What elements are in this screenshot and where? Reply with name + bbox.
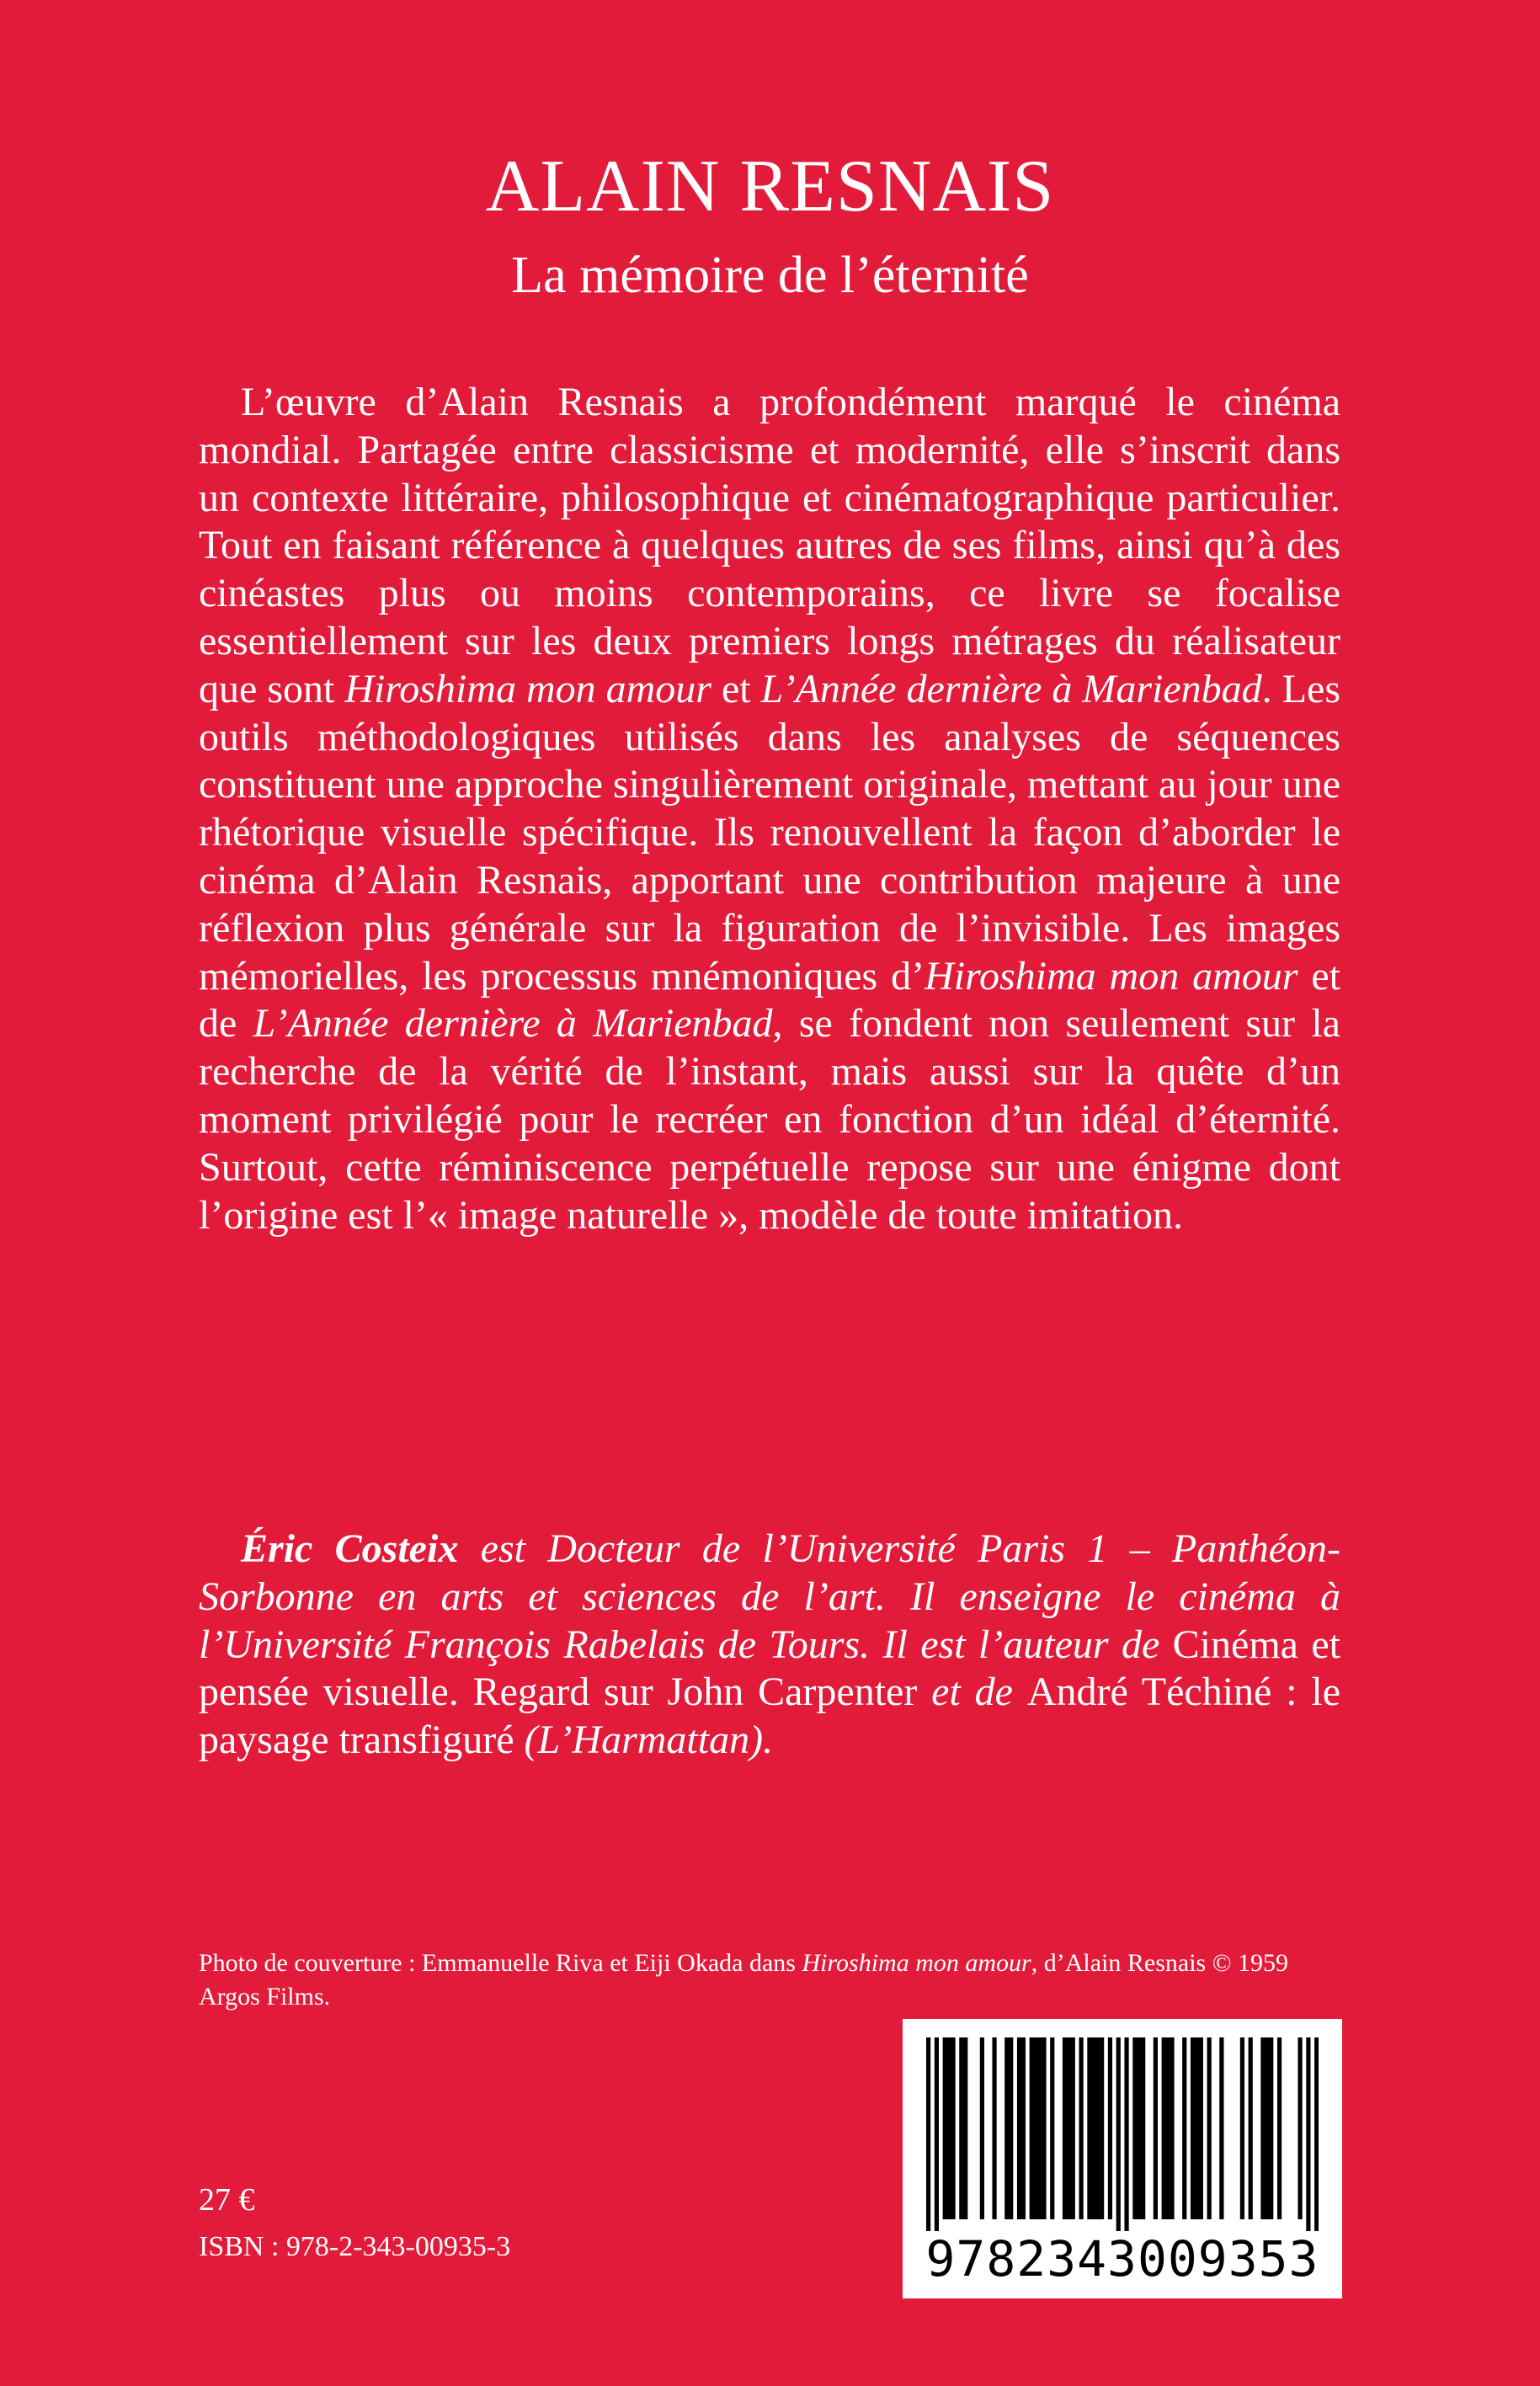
barcode-bar [1298,2037,1302,2219]
photo-credit-segment: , d’Alain Resnais © 1959 Argos Films. [199,1949,1288,2011]
photo-credit-segment: Photo de couverture : Emmanuelle Riva et Eiji Okada dans [199,1949,802,1977]
barcode-bars [926,2037,1319,2231]
barcode-bar [1071,2037,1075,2219]
barcode-bar [1050,2037,1054,2219]
author-bio-segment: Éric Costeix [241,1526,459,1571]
barcode-bar [1162,2037,1166,2219]
barcode-bar [1063,2037,1067,2219]
synopsis-segment: et de [199,953,1341,1047]
barcode-bar [1260,2037,1265,2219]
barcode-bar [1249,2037,1253,2219]
synopsis-segment: Hiroshima mon amour [344,666,711,711]
barcode-bar [1108,2037,1112,2219]
barcode-bar [1087,2037,1091,2219]
barcode-bar [935,2037,939,2231]
book-subtitle: La mémoire de l’éternité [511,247,1029,304]
barcode-bar [1116,2037,1121,2231]
synopsis-segment: L’Année dernière à Marienbad [760,666,1262,711]
book-title: ALAIN RESNAIS [485,146,1055,227]
synopsis-segment: L’œuvre d’Alain Resnais a profondément marqué le cinéma mondial. Partagée entre classicisme et modernité, elle s’inscrit dans un contexte littéraire, philosophique et cinématographique particulier. Tout en faisant référence à quelques autres de ses films, ainsi qu’à des cinéastes plus ou moins contemporains, ce livre se focalise essentiellement sur les deux premiers longs métrages du réalisateur que sont [199,380,1340,711]
author-bio-segment: Cinéma et pensée visuelle. Regard sur John Carpenter [199,1622,1341,1715]
barcode-bar [1306,2037,1310,2231]
barcode-bar [1141,2037,1145,2219]
barcode-bar [1037,2037,1042,2219]
barcode-number: 9782343009353 [925,2230,1319,2287]
synopsis-segment: , se fondent non seulement sur la recherche de la vérité de l’instant, mais aussi sur la quête d’un moment privilégié pour le recréer en fonction d’un idéal d’éternité. Surtout, cette réminiscence perpétuelle repose sur une énigme dont l’origine est l’« image naturelle », modèle de toute imitation. [199,1001,1340,1238]
barcode-bar [1265,2037,1269,2219]
isbn-label: ISBN : 978-2-343-00935-3 [199,2231,511,2262]
barcode-bar [1009,2037,1013,2219]
author-bio-segment: André Téchiné : le paysage transfiguré [199,1670,1341,1763]
barcode-bar [1240,2037,1244,2219]
author-bio-segment: est Docteur de l’Université Paris 1 – Panthéon-Sorbonne en arts et sciences de l’art. Il enseigne le cinéma à l’Université François Rabelais de Tours. Il est l’auteur de [199,1526,1340,1667]
barcode-bar [1030,2037,1034,2219]
synopsis-segment: Hiroshima mon amour [925,953,1298,999]
price-label: 27 € [199,2182,255,2218]
synopsis-segment: . Les outils méthodologiques utilisés dans les analyses de séquences constituent une approche singulièrement originale, mettant au jour une rhétorique visuelle spécifique. Ils renouvellent la façon d’aborder le cinéma d’Alain Resnais, apportant une contribution majeure à une réflexion plus générale sur la figuration de l’invisible. Les images mémorielles, les processus mnémoniques d’ [199,666,1340,999]
barcode [903,2019,1342,2298]
barcode-bar [1137,2037,1141,2219]
barcode-bar [926,2037,930,2231]
barcode-bar [1042,2037,1046,2219]
barcode-bar [1004,2037,1009,2219]
author-bio-paragraph [199,1526,1340,1765]
barcode-bar [1166,2037,1170,2219]
barcode-bar [992,2037,996,2219]
barcode-bar [1170,2037,1174,2219]
barcode-bar [959,2037,963,2219]
barcode-bar [1034,2037,1038,2219]
barcode-bar [1132,2037,1137,2219]
barcode-bar [1277,2037,1282,2219]
barcode-bar [1182,2037,1186,2219]
barcode-bar [947,2037,951,2219]
photo-credit [199,1947,1340,2014]
synopsis-paragraph [199,379,1340,1239]
barcode-bar [1314,2037,1319,2231]
barcode-bar [1021,2037,1026,2219]
barcode-bar [1219,2037,1223,2219]
barcode-bar [1067,2037,1071,2219]
barcode-bar [1091,2037,1095,2219]
barcode-bar [1154,2037,1158,2219]
barcode-bar [1079,2037,1083,2219]
barcode-bar [980,2037,984,2219]
barcode-bar [1095,2037,1100,2219]
barcode-bar [1100,2037,1104,2219]
synopsis-segment: L’Année dernière à Marienbad [253,1001,773,1047]
author-bio-segment: et de [917,1670,1027,1715]
barcode-bar [1207,2037,1212,2219]
barcode-bar [1269,2037,1273,2219]
barcode-bar [943,2037,947,2219]
barcode-bar [1017,2037,1021,2219]
barcode-bar [1199,2037,1203,2219]
barcode-bar [963,2037,967,2219]
author-bio-segment: (L’Harmattan). [514,1718,774,1763]
photo-credit-segment: Hiroshima mon amour [802,1949,1031,1977]
barcode-bar [1195,2037,1199,2219]
barcode-bar [1191,2037,1195,2219]
synopsis-segment: et [711,666,761,711]
barcode-bar [1124,2037,1128,2231]
barcode-bar [951,2037,955,2219]
